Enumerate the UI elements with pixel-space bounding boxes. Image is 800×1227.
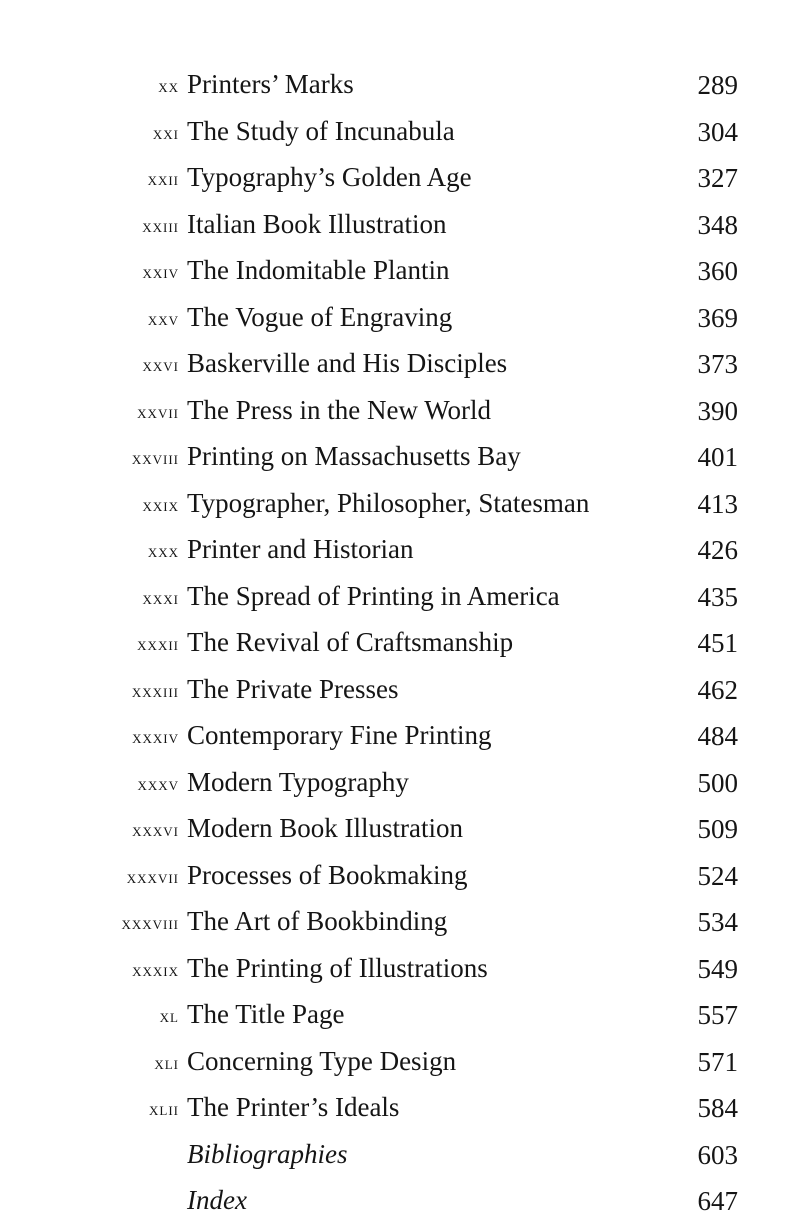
toc-entry [0,343,800,390]
page-number: 584 [697,1093,738,1123]
chapter-title: Baskerville and His Disciples [187,348,508,378]
chapter-numeral: xxii [147,169,179,189]
toc-entry [0,111,800,158]
chapter-title: Modern Typography [187,766,409,797]
section-title: Bibliographies [187,1138,348,1169]
chapter-numeral: xl [159,1006,179,1026]
page-number: 557 [697,1000,738,1030]
chapter-title: The Spread of Printing in America [187,580,560,611]
chapter-numeral: xxvii [137,401,179,422]
page-number: 401 [697,442,738,472]
section-title: Index [187,1185,247,1215]
chapter-title: The Printing of Illustrations [187,952,488,983]
chapter-title: The Private Presses [187,673,399,704]
chapter-title: The Title Page [187,999,345,1029]
toc-entry [0,436,800,483]
toc-entry [0,1087,800,1134]
chapter-numeral: xxix [142,494,179,515]
toc-entry [0,64,800,111]
chapter-title: The Study of Incunabula [187,115,455,146]
page-number: 435 [697,581,738,612]
chapter-numeral: xxxv [137,773,179,794]
toc-entry [0,948,800,995]
toc-entry [0,390,800,437]
chapter-numeral: xxxii [137,634,179,654]
toc-entry [0,529,800,576]
toc-entry [0,994,800,1041]
toc-entry [0,715,800,762]
chapter-numeral: xxxiii [131,680,179,701]
chapter-title: The Vogue of Engraving [187,301,453,332]
chapter-title: The Art of Bookbinding [187,906,448,936]
chapter-numeral: xxvi [142,355,179,375]
toc-entry [0,762,800,809]
page-number: 500 [697,767,738,798]
chapter-title: Concerning Type Design [187,1045,457,1076]
chapter-numeral: xxx [147,541,179,561]
page-number: 373 [697,349,738,379]
page-number: 549 [697,953,738,984]
chapter-numeral: xxiv [142,262,179,282]
chapter-numeral: xxiii [142,215,179,236]
chapter-numeral: xx [158,76,179,96]
page-number: 327 [697,163,738,193]
page-number: 304 [697,116,738,147]
page-number: 647 [697,1186,738,1216]
toc-entry [0,669,800,716]
page-number: 571 [697,1046,738,1077]
chapter-title: The Printer’s Ideals [187,1092,400,1122]
toc-entry [0,576,800,623]
page-number: 413 [697,488,738,519]
chapter-title: Typographer, Philosopher, Statesman [187,487,590,518]
chapter-title: Printers’ Marks [187,69,354,99]
page-number: 509 [697,814,738,844]
toc-entry [0,157,800,204]
chapter-numeral: xxxiv [132,727,179,747]
chapter-title: Modern Book Illustration [187,813,463,843]
page-number: 289 [697,70,738,100]
chapter-title: The Revival of Craftsmanship [187,627,514,657]
page-number: 484 [697,721,738,751]
chapter-title: Printer and Historian [187,534,414,564]
page-number: 451 [697,628,738,658]
page-number: 524 [697,860,738,891]
chapter-numeral: xli [154,1052,179,1073]
chapter-title: Processes of Bookmaking [187,859,468,890]
toc-entry-bibliographies [0,1134,800,1181]
chapter-title: The Press in the New World [187,394,492,425]
page-number: 369 [697,302,738,333]
chapter-numeral: xxi [152,122,179,143]
page-number: 360 [697,256,738,286]
toc-entry [0,250,800,297]
chapter-title: Printing on Massachusetts Bay [187,441,521,471]
toc-entry [0,1041,800,1088]
toc-entry [0,855,800,902]
page-number: 390 [697,395,738,426]
toc-entry [0,622,800,669]
chapter-numeral: xxxi [142,587,179,608]
chapter-numeral: xlii [149,1099,179,1119]
chapter-numeral: xxxvii [126,866,179,887]
chapter-title: Typography’s Golden Age [187,162,472,192]
page-number: 462 [697,674,738,705]
page-number: 348 [697,209,738,240]
page-number: 603 [697,1139,738,1170]
chapter-numeral: xxxvi [132,820,179,840]
page-number: 426 [697,535,738,565]
chapter-numeral: xxxviii [121,913,179,933]
page-number: 534 [697,907,738,937]
toc-entry-index [0,1180,800,1227]
toc-entry [0,901,800,948]
toc-entry [0,483,800,530]
chapter-title: Italian Book Illustration [187,208,447,239]
chapter-numeral: xxxix [132,959,179,980]
chapter-numeral: xxv [147,308,179,329]
chapter-title: Contemporary Fine Printing [187,720,492,750]
toc-entry [0,808,800,855]
toc-entry [0,204,800,251]
toc-entry [0,297,800,344]
table-of-contents [0,64,800,1227]
chapter-numeral: xxviii [131,448,179,468]
chapter-title: The Indomitable Plantin [187,255,450,285]
